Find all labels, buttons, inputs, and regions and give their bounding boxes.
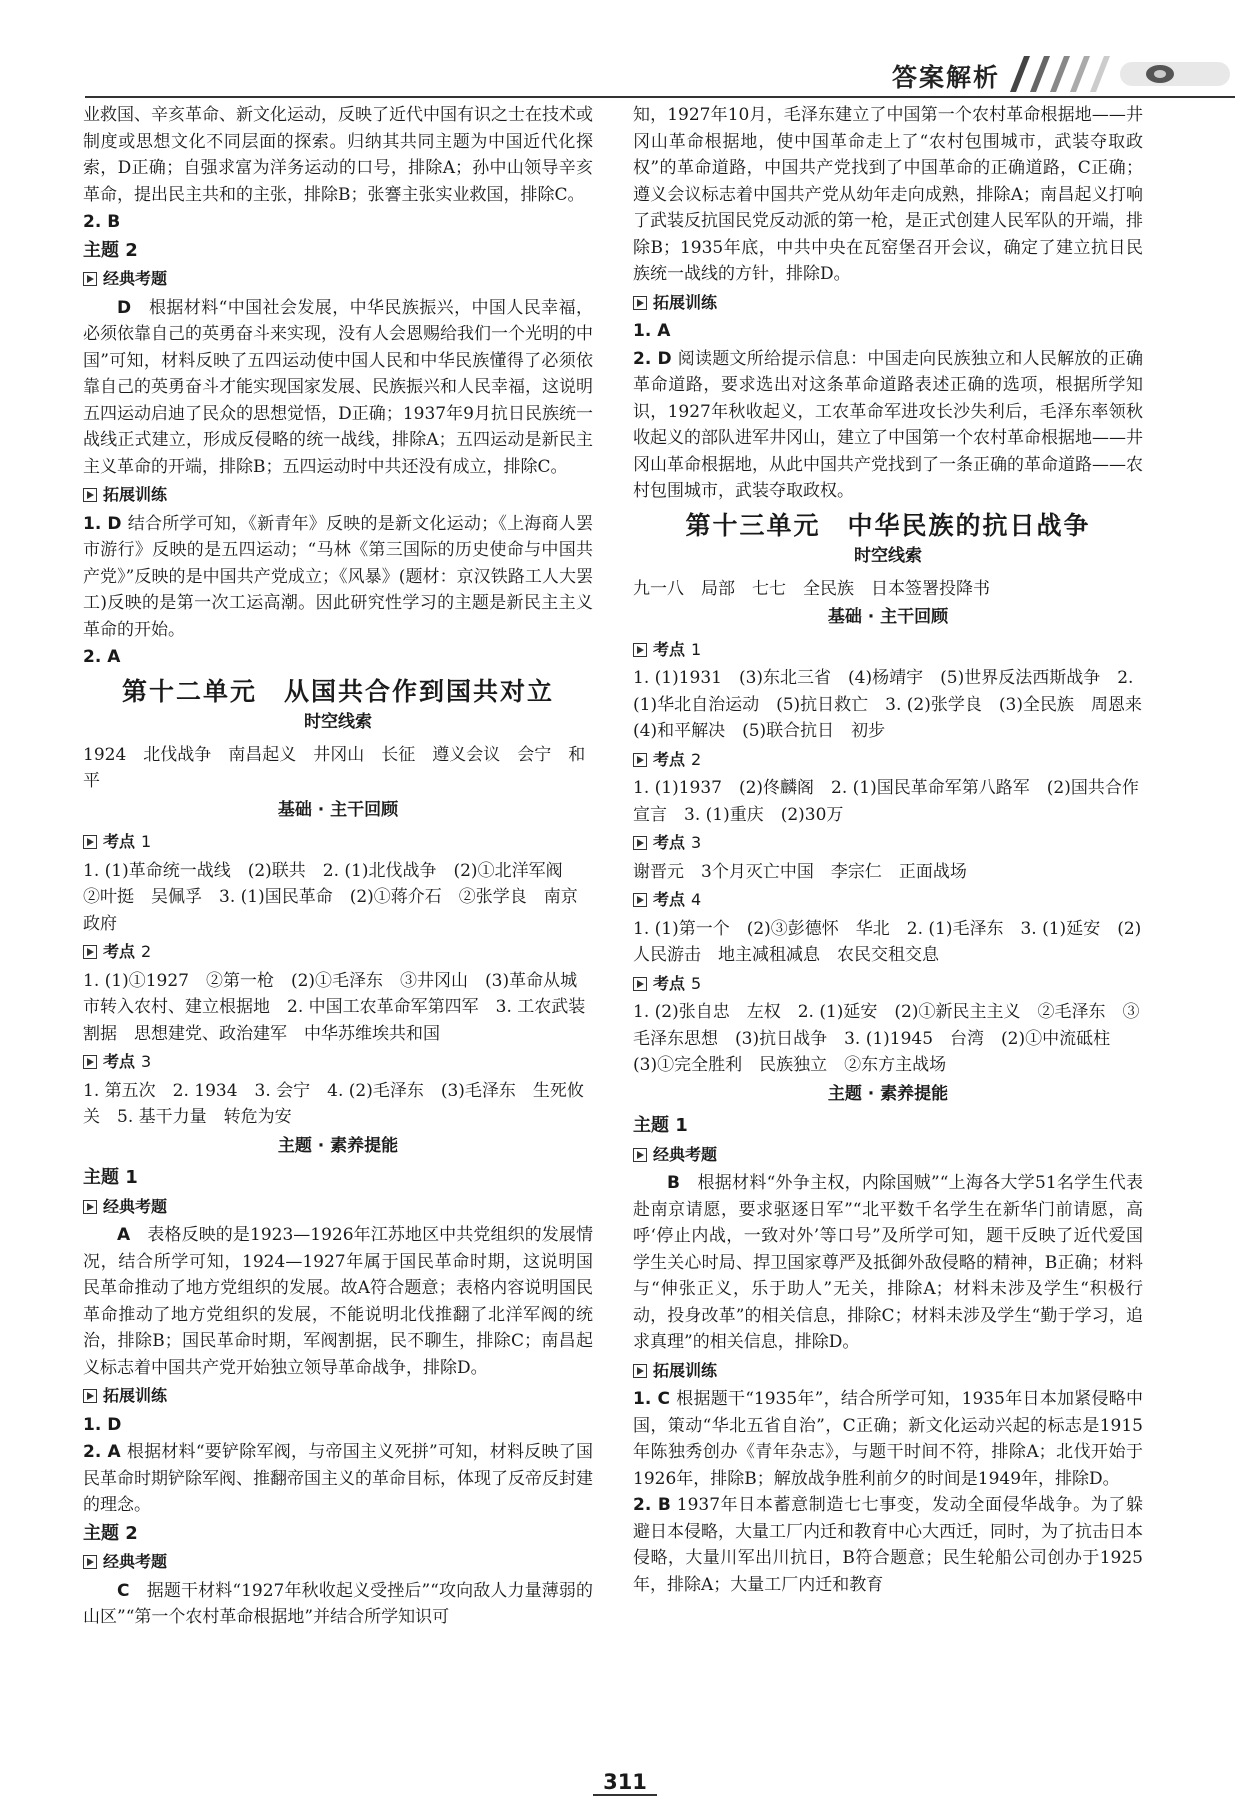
publisher-logo-icon	[1120, 58, 1230, 90]
topic-heading: 主题 2	[83, 239, 138, 261]
answer-text: 根据材料“外争主权，内除国贼”“上海各大学51名学生代表赴南京请愿，要求驱逐日军”“北平数千名学生在新华门前请愿，高呼‘停止内战，一致对外’等口号”及所学可知，题干反映了近代爱国学生关心时局、捍卫国家尊严及抵御外敌侵略的精神，B正确；材料与“伸张正义，乐于助人”无关，排除A；材料未涉及学生“积极行动，投身改革”的相关信息，排除C；材料未涉及学生“勤于学习，追求真理”的相关信息，排除D。	[633, 1173, 1143, 1352]
key-point-answers: 1. (1)第一个 (2)③彭德怀 华北 2. (1)毛泽东 3. (1)延安 (2)人民游击 地主减租减息 农民交租交息	[633, 918, 1142, 965]
key-point-answers: 1. (1)革命统一战线 (2)联共 2. (1)北伐战争 (2)①北洋军阀 ②叶挺 吴佩孚 3. (1)国民革命 (2)①蒋介石 ②张学良 南京政府	[83, 860, 580, 934]
answer-explanation	[83, 1578, 593, 1631]
key-point-number: 5	[691, 973, 702, 993]
answer-line: 2. A	[83, 647, 121, 667]
answer-text: 阅读题文所给提示信息：中国走向民族独立和人民解放的正确革命道路，要求选出对这条革命道路表述正确的选项，根据所学知识，1927年秋收起义，工农革命军进攻长沙失利后，毛泽东率领秋收起义的部队进军井冈山，建立了中国第一个农村革命根据地——井冈山革命根据地，从此中国共产党找到了一条正确的革命道路——农村包围城市，武装夺取政权。	[633, 348, 1143, 501]
answer-line: 2. B	[83, 212, 121, 232]
play-triangle-icon	[83, 1055, 97, 1069]
answer-letter: D	[117, 297, 132, 318]
answer-text: 根据题干“1935年”，结合所学可知，1935年日本加紧侵略中国，策动“华北五省自治”，C正确；新文化运动兴起的标志是1915年陈独秀创办《青年杂志》，与题干时间不符，排除A；北伐开始于1926年，排除B；解放战争胜利前夕的时间是1949年，排除D。	[633, 1389, 1143, 1489]
key-point-number: 3	[691, 833, 702, 852]
literacy-title: 主题 · 素养提能	[277, 1135, 399, 1156]
section-label	[83, 1194, 593, 1221]
unit-title: 第十三单元 中华民族的抗日战争	[685, 510, 1091, 540]
answer-explanation	[633, 1386, 1143, 1492]
answer-explanation	[83, 1439, 593, 1519]
answer-number: 1. D	[83, 513, 122, 534]
key-point-text: 考点	[653, 749, 686, 769]
key-point-answers: 1. (1)1931 (3)东北三省 (4)杨靖宇 (5)世界反法西斯战争 2. (1)华北自治运动 (5)抗日救亡 3. (2)张学良 (3)全民族 周恩来 (4)和平解决 (5)联合抗日 初步	[633, 668, 1159, 741]
play-triangle-icon	[633, 836, 647, 850]
key-point-number: 1	[691, 639, 702, 659]
answer-line: 1. D	[83, 1414, 122, 1435]
section-label	[83, 266, 593, 293]
answer-number: 2. A	[83, 1442, 121, 1462]
key-point-text: 考点	[653, 639, 686, 659]
paragraph: 知，1927年10月，毛泽东建立了中国第一个农村革命根据地——井冈山革命根据地，使中国革命走上了“农村包围城市，武装夺取政权”的革命道路，中国共产党找到了中国革命的正确道路，C正确；遵义会议标志着中国共产党从幼年走向成熟，排除A；南昌起义打响了武装反抗国民党反动派的第一枪，是正式创建人民军队的开端，排除B；1935年底，中共中央在瓦窑堡召开会议，确定了建立抗日民族统一战线的方针，排除D。	[633, 105, 1143, 284]
play-triangle-icon	[633, 1364, 647, 1378]
key-point-text: 考点	[653, 833, 686, 852]
answer-text: 结合所学可知，《新青年》反映的是新文化运动；《上海商人罢市游行》反映的是五四运动；“马林《第三国际的历史使命与中国共产党》”反映的是中国共产党成立；《风暴》(题材：京汉铁路工人大罢工)反映的是第一次工运高潮。因此研究性学习的主题是新民主主义革命的开始。	[83, 513, 593, 640]
key-point-number: 2	[691, 749, 702, 769]
section-label-text: 拓展训练	[653, 292, 718, 312]
section-label	[83, 482, 593, 509]
section-label-text: 拓展训练	[653, 1360, 718, 1380]
answer-letter: C	[117, 1580, 130, 1601]
play-triangle-icon	[83, 1389, 97, 1403]
basic-review-title: 基础 · 主干回顾	[277, 799, 399, 820]
page-number-text: 311	[593, 1770, 657, 1796]
key-point-number: 3	[141, 1052, 152, 1071]
header-stripes-decoration	[1000, 56, 1120, 92]
key-point-text: 考点	[103, 942, 136, 961]
play-triangle-icon	[633, 977, 647, 991]
topic-heading: 主题 2	[83, 1522, 138, 1544]
answer-number: 2. B	[633, 1495, 671, 1515]
key-point-number: 1	[141, 832, 152, 851]
key-point-answers: 1. 第五次 2. 1934 3. 会宁 4. (2)毛泽东 (3)毛泽东 生死攸关 5. 基干力量 转危为安	[83, 1080, 584, 1127]
play-triangle-icon	[633, 1148, 647, 1162]
literacy-title: 主题 · 素养提能	[827, 1083, 949, 1104]
key-point-answers: 1. (1)1937 (2)佟麟阁 2. (1)国民革命军第八路军 (2)国共合作宣言 3. (1)重庆 (2)30万	[633, 778, 1139, 825]
key-point-answers: 谢晋元 3个月灭亡中国 李宗仁 正面战场	[633, 861, 967, 882]
section-label	[633, 290, 1143, 317]
section-label	[633, 1142, 1143, 1169]
play-triangle-icon	[633, 296, 647, 310]
key-point-label	[83, 1049, 593, 1076]
key-point-number: 2	[141, 942, 152, 961]
section-label-text: 拓展训练	[103, 1386, 168, 1405]
key-point-text: 考点	[103, 1052, 136, 1071]
answer-number: 1. C	[633, 1389, 670, 1409]
answer-explanation	[633, 1492, 1143, 1598]
timeline-keywords: 1924 北伐战争 南昌起义 井冈山 长征 遵义会议 会宁 和平	[83, 744, 586, 791]
key-point-label	[633, 971, 1143, 998]
section-label-text: 拓展训练	[103, 485, 168, 504]
left-column	[83, 102, 593, 1631]
header-title: 答案解析	[891, 63, 1000, 92]
answer-text: 1937年日本蓄意制造七七事变，发动全面侵华战争。为了躲避日本侵略，大量工厂内迁和教育中心大西迁，同时，为了抗击日本侵略，大量川军出川抗日，B符合题意；民生轮船公司创办于1925年，排除A；大量工厂内迁和教育	[633, 1495, 1143, 1595]
page-header	[0, 0, 1250, 100]
key-point-label	[633, 637, 1143, 664]
key-point-number: 4	[691, 890, 702, 909]
header-rule	[85, 96, 1235, 98]
play-triangle-icon	[83, 488, 97, 502]
basic-review-title: 基础 · 主干回顾	[827, 607, 949, 627]
answer-text: 根据材料“要铲除军阀，与帝国主义死拼”可知，材料反映了国民革命时期铲除军阀、推翻帝国主义的革命目标，体现了反帝反封建的理念。	[83, 1442, 593, 1515]
section-label	[633, 1358, 1143, 1385]
key-point-label	[633, 747, 1143, 774]
answer-explanation	[83, 511, 593, 644]
answer-explanation	[83, 295, 593, 481]
answer-text: 表格反映的是1923—1926年江苏地区中共党组织的发展情况，结合所学可知，1924—1927年属于国民革命时期，这说明国民革命推动了地方党组织的发展。故A符合题意；表格内容说明国民革命推动了地方党组织的发展，不能说明北伐推翻了北洋军阀的统治，排除B；国民革命时期，军阀割据，民不聊生，排除C；南昌起义标志着中国共产党开始独立领导革命战争，排除D。	[83, 1225, 594, 1378]
play-triangle-icon	[83, 835, 97, 849]
section-label-text: 经典考题	[103, 269, 168, 288]
section-label	[83, 1549, 593, 1576]
answer-number: 2. D	[633, 348, 672, 369]
key-point-label	[633, 887, 1143, 914]
play-triangle-icon	[83, 1200, 97, 1214]
key-point-label	[83, 829, 593, 856]
answer-text: 据题干材料“1927年秋收起义受挫后”“攻向敌人力量薄弱的山区”“第一个农村革命根据地”并结合所学知识可	[83, 1580, 594, 1627]
answer-text: 根据材料“中国社会发展，中华民族振兴，中国人民幸福，必须依靠自己的英勇奋斗来实现，没有人会恩赐给我们一个光明的中国”可知，材料反映了五四运动使中国人民和中华民族懂得了必须依靠自己的英勇奋斗才能实现国家发展、民族振兴和人民幸福，这说明五四运动启迪了民众的思想觉悟，D正确；1937年9月抗日民族统一战线正式建立，形成反侵略的统一战线，排除A；五四运动是新民主主义革命的开端，排除B；五四运动时中共还没有成立，排除C。	[83, 297, 593, 477]
play-triangle-icon	[83, 945, 97, 959]
key-point-text: 考点	[103, 832, 136, 851]
play-triangle-icon	[83, 1555, 97, 1569]
topic-heading: 主题 1	[633, 1115, 688, 1136]
key-point-answers: 1. (1)①1927 ②第一枪 (2)①毛泽东 ③井冈山 (3)革命从城市转入农村、建立根据地 2. 中国工农革命军第四军 3. 工农武装割据 思想建党、政治建军 中华苏维埃共和国	[83, 970, 586, 1044]
paragraph: 业救国、辛亥革命、新文化运动，反映了近代中国有识之士在技术或制度或思想文化不同层面的探索。归纳其共同主题为中国近代化探索，D正确；自强求富为洋务运动的口号，排除A；孙中山领导辛亥革命，提出民主共和的主张，排除B；张謇主张实业救国，排除C。	[83, 105, 593, 205]
section-label-text: 经典考题	[103, 1552, 168, 1571]
answer-line: 1. A	[633, 321, 671, 341]
key-point-answers: 1. (2)张自忠 左权 2. (1)延安 (2)①新民主主义 ②毛泽东 ③毛泽东思想 (3)抗日战争 3. (1)1945 台湾 (2)①中流砥柱 (3)①完全胜利 民族独立 ②东方主战场	[633, 1002, 1140, 1075]
answer-letter: B	[667, 1173, 680, 1193]
unit-title: 第十二单元 从国共合作到国共对立	[121, 676, 554, 706]
section-label-text: 经典考题	[653, 1144, 718, 1164]
answer-letter: A	[117, 1225, 131, 1245]
key-point-text: 考点	[653, 973, 686, 993]
topic-heading: 主题 1	[83, 1167, 138, 1188]
key-point-text: 考点	[653, 890, 686, 909]
page-number	[0, 1770, 1250, 1794]
key-point-label	[633, 830, 1143, 857]
timeline-title: 时空线索	[854, 546, 922, 566]
section-label	[83, 1383, 593, 1410]
play-triangle-icon	[633, 643, 647, 657]
section-label-text: 经典考题	[103, 1196, 168, 1216]
key-point-label	[83, 939, 593, 966]
play-triangle-icon	[83, 272, 97, 286]
play-triangle-icon	[633, 753, 647, 767]
right-column	[633, 102, 1159, 1598]
timeline-keywords: 九一八 局部 七七 全民族 日本签署投降书	[633, 578, 990, 599]
answer-explanation	[633, 1170, 1143, 1356]
play-triangle-icon	[633, 893, 647, 907]
answer-explanation	[83, 1222, 593, 1381]
timeline-title: 时空线索	[304, 712, 372, 732]
answer-explanation	[633, 346, 1143, 505]
